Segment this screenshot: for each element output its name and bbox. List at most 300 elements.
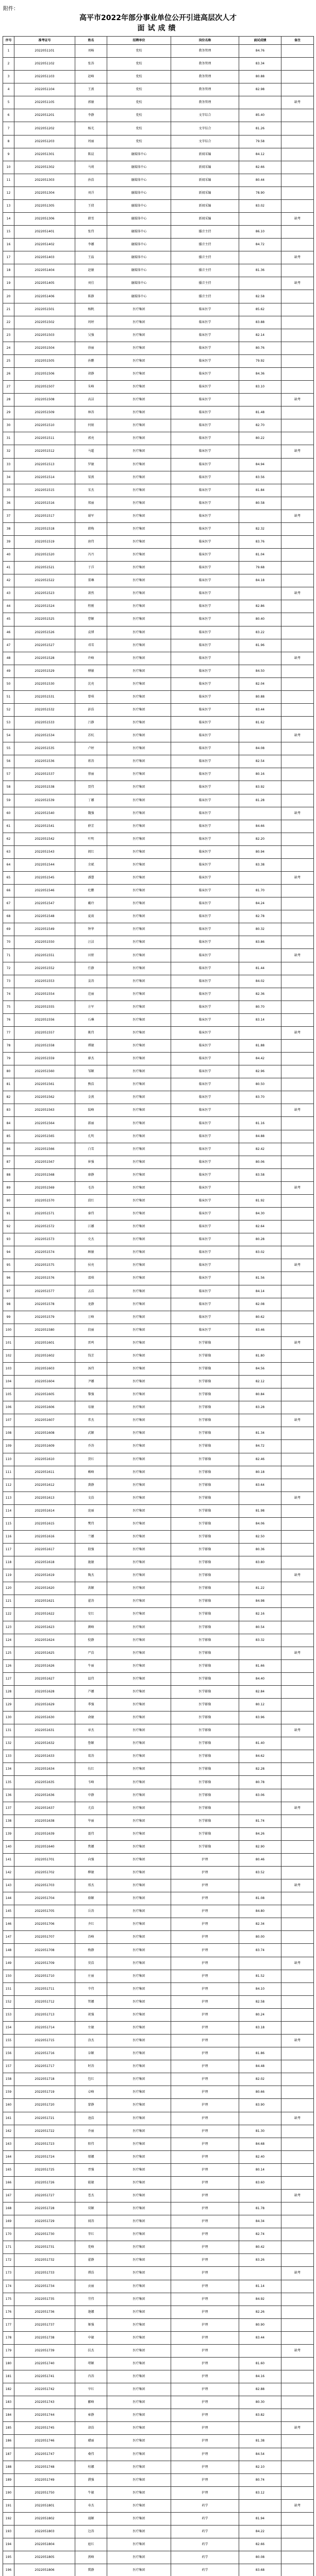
header-name: 姓名 (75, 37, 107, 45)
cell-index: 4 (3, 83, 14, 96)
cell-index: 37 (3, 510, 14, 522)
cell-position: 医学影像 (171, 1699, 239, 1711)
cell-name: 薛芳 (75, 820, 107, 833)
cell-name: 魏强 (75, 807, 107, 820)
cell-name: 谢军 (75, 510, 107, 522)
cell-position: 护理 (171, 1931, 239, 1944)
table-row (3, 1311, 314, 1324)
cell-index: 125 (3, 1647, 14, 1659)
table-row (3, 497, 314, 510)
cell-employer: 医疗集团 (107, 2396, 171, 2409)
table-row (3, 342, 314, 354)
table-row (3, 510, 314, 522)
cell-remark (281, 354, 314, 367)
cell-score: 84.50 (239, 665, 281, 677)
cell-name: 毛涛 (75, 1181, 107, 1194)
cell-position: 临床医学 (171, 381, 239, 394)
cell-name: 却浩 (75, 2422, 107, 2435)
cell-remark: 缺考 (281, 445, 314, 458)
cell-index: 194 (3, 2538, 14, 2551)
table-row (3, 988, 314, 1001)
cell-remark (281, 2176, 314, 2189)
cell-index: 61 (3, 820, 14, 833)
table-row (3, 1827, 314, 1840)
cell-employer: 医疗集团 (107, 988, 171, 1001)
cell-employer: 医疗集团 (107, 2383, 171, 2396)
cell-name: 管娜 (75, 1995, 107, 2008)
cell-index: 127 (3, 1672, 14, 1685)
cell-remark (281, 83, 314, 96)
cell-score: 84.06 (239, 1517, 281, 1530)
cell-ticket-number: 2022051301 (14, 148, 75, 161)
cell-score: 82.10 (239, 2461, 281, 2473)
cell-employer: 医疗集团 (107, 1208, 171, 1221)
table-row (3, 1957, 314, 1970)
cell-ticket-number: 2022051745 (14, 2422, 75, 2435)
cell-employer: 医疗集团 (107, 1466, 171, 1479)
cell-name: 万峰 (75, 1311, 107, 1324)
cell-employer: 医疗集团 (107, 2125, 171, 2138)
table-row (3, 432, 314, 445)
cell-remark (281, 148, 314, 161)
cell-remark (281, 535, 314, 548)
cell-name: 焦娜 (75, 1840, 107, 1853)
cell-name: 韦峰 (75, 1776, 107, 1789)
cell-score: 84.66 (239, 820, 281, 833)
cell-position: 临床医学 (171, 975, 239, 988)
cell-remark (281, 406, 314, 419)
cell-ticket-number: 2022051609 (14, 1440, 75, 1453)
cell-name: 颜峰 (75, 1621, 107, 1634)
cell-position: 临床医学 (171, 652, 239, 665)
cell-name: 蒙静 (75, 2099, 107, 2112)
cell-score: 86.10 (239, 226, 281, 239)
cell-score (239, 1879, 281, 1892)
cell-employer: 医疗集团 (107, 1840, 171, 1853)
cell-position: 药学 (171, 2538, 239, 2551)
cell-ticket-number: 2022051306 (14, 213, 75, 226)
cell-employer: 医疗集团 (107, 1647, 171, 1659)
cell-employer: 医疗集团 (107, 1130, 171, 1143)
cell-remark (281, 2280, 314, 2293)
cell-index: 160 (3, 2099, 14, 2112)
cell-ticket-number: 2022051506 (14, 367, 75, 380)
cell-ticket-number: 2022051712 (14, 1995, 75, 2008)
cell-position: 护理 (171, 2370, 239, 2383)
cell-score: 83.34 (239, 58, 281, 71)
cell-index: 104 (3, 1376, 14, 1388)
cell-position: 护理 (171, 1944, 239, 1957)
cell-position: 临床医学 (171, 562, 239, 574)
table-row (3, 807, 314, 820)
cell-position: 临床医学 (171, 962, 239, 975)
cell-name: 范丽 (75, 988, 107, 1001)
cell-name: 孙鹏 (75, 354, 107, 367)
cell-employer: 融媒体中心 (107, 226, 171, 239)
cell-remark (281, 910, 314, 923)
cell-score: 83.68 (239, 2564, 281, 2576)
table-row (3, 1995, 314, 2008)
cell-remark (281, 45, 314, 58)
cell-name: 龙静 (75, 1298, 107, 1311)
cell-remark (281, 1867, 314, 1879)
cell-name: 廖杰 (75, 1053, 107, 1065)
cell-score: 81.96 (239, 639, 281, 652)
cell-ticket-number: 2022051626 (14, 1659, 75, 1672)
cell-position: 护理 (171, 2293, 239, 2306)
cell-employer: 医疗集团 (107, 510, 171, 522)
cell-ticket-number: 2022051727 (14, 2189, 75, 2202)
cell-score: 84.24 (239, 897, 281, 910)
cell-remark: 缺考 (281, 2344, 314, 2357)
cell-position: 临床医学 (171, 1078, 239, 1091)
cell-ticket-number: 2022051202 (14, 122, 75, 135)
table-row (3, 1867, 314, 1879)
cell-employer: 医疗集团 (107, 833, 171, 845)
cell-score: 81.36 (239, 264, 281, 277)
cell-position: 药学 (171, 2526, 239, 2538)
table-row (3, 1970, 314, 1982)
cell-employer: 融媒体中心 (107, 251, 171, 264)
cell-position: 医学影像 (171, 1802, 239, 1815)
cell-position: 护理 (171, 2486, 239, 2499)
cell-remark: 缺考 (281, 730, 314, 742)
cell-index: 26 (3, 367, 14, 380)
cell-position: 护理 (171, 2060, 239, 2073)
cell-index: 78 (3, 1040, 14, 1053)
header-ticket-number: 准考证号 (14, 37, 75, 45)
cell-remark (281, 1168, 314, 1181)
cell-ticket-number: 2022051104 (14, 83, 75, 96)
cell-name: 刘畅 (75, 45, 107, 58)
cell-employer: 融媒体中心 (107, 174, 171, 187)
table-row (3, 2409, 314, 2422)
cell-index: 23 (3, 329, 14, 342)
cell-score: 82.66 (239, 161, 281, 174)
cell-index: 123 (3, 1621, 14, 1634)
cell-employer: 医疗集团 (107, 690, 171, 703)
cell-ticket-number: 2022051610 (14, 1453, 75, 1466)
cell-score (239, 1724, 281, 1737)
cell-index: 124 (3, 1634, 14, 1647)
cell-position: 新闻采编 (171, 161, 239, 174)
cell-score: 80.50 (239, 1078, 281, 1091)
cell-index: 163 (3, 2138, 14, 2150)
cell-name: 璩丽 (75, 2435, 107, 2448)
table-row (3, 1672, 314, 1685)
cell-remark (281, 1130, 314, 1143)
cell-position: 临床医学 (171, 549, 239, 562)
cell-index: 69 (3, 923, 14, 936)
cell-index: 42 (3, 574, 14, 587)
cell-position: 临床医学 (171, 1130, 239, 1143)
cell-index: 15 (3, 226, 14, 239)
cell-position: 临床医学 (171, 354, 239, 367)
cell-name: 汤伟 (75, 1362, 107, 1375)
table-row (3, 794, 314, 807)
cell-remark (281, 1711, 314, 1724)
cell-index: 109 (3, 1440, 14, 1453)
cell-score: 84.72 (239, 1440, 281, 1453)
cell-ticket-number: 2022051537 (14, 768, 75, 781)
cell-remark (281, 613, 314, 626)
cell-score: 81.86 (239, 2047, 281, 2060)
cell-name: 翟静 (75, 2254, 107, 2267)
cell-remark (281, 2448, 314, 2461)
cell-position: 医学影像 (171, 1479, 239, 1492)
cell-position: 护理 (171, 2163, 239, 2176)
cell-name: 江娜 (75, 1221, 107, 1233)
cell-name: 卓峰 (75, 2086, 107, 2099)
cell-ticket-number: 2022051401 (14, 226, 75, 239)
cell-remark (281, 1530, 314, 1543)
cell-name: 苍杰 (75, 2189, 107, 2202)
table-row (3, 1569, 314, 1582)
cell-ticket-number: 2022051567 (14, 1156, 75, 1168)
cell-score: 84.76 (239, 45, 281, 58)
table-row (3, 1789, 314, 1802)
cell-index: 134 (3, 1763, 14, 1776)
cell-name: 冉涛 (75, 2370, 107, 2383)
cell-position: 护理 (171, 1918, 239, 1931)
table-row (3, 742, 314, 755)
cell-index: 47 (3, 639, 14, 652)
cell-ticket-number: 2022051516 (14, 497, 75, 510)
cell-score: 84.02 (239, 975, 281, 988)
cell-position: 医学影像 (171, 1453, 239, 1466)
cell-remark (281, 239, 314, 251)
cell-ticket-number: 2022051640 (14, 1840, 75, 1853)
cell-index: 60 (3, 807, 14, 820)
cell-score: 80.36 (239, 1544, 281, 1556)
cell-employer: 融媒体中心 (107, 290, 171, 303)
cell-position: 临床医学 (171, 703, 239, 716)
cell-remark (281, 1931, 314, 1944)
cell-index: 187 (3, 2448, 14, 2461)
cell-employer: 医疗集团 (107, 1336, 171, 1349)
cell-score: 83.86 (239, 936, 281, 949)
cell-remark (281, 1556, 314, 1569)
cell-employer: 医疗集团 (107, 794, 171, 807)
cell-index: 50 (3, 677, 14, 690)
cell-index: 55 (3, 742, 14, 755)
table-row (3, 2306, 314, 2318)
cell-ticket-number: 2022051612 (14, 1479, 75, 1492)
table-row (3, 1724, 314, 1737)
cell-score: 83.76 (239, 535, 281, 548)
cell-name: 阳伟 (75, 2138, 107, 2150)
cell-employer: 医疗集团 (107, 1944, 171, 1957)
cell-remark (281, 1194, 314, 1207)
cell-employer: 医疗集团 (107, 2267, 171, 2280)
cell-ticket-number: 2022051518 (14, 522, 75, 535)
cell-employer: 医疗集团 (107, 936, 171, 949)
table-row (3, 1246, 314, 1259)
cell-ticket-number: 2022051714 (14, 2021, 75, 2034)
cell-index: 6 (3, 109, 14, 122)
table-row (3, 2512, 314, 2525)
cell-score (239, 652, 281, 665)
cell-index: 108 (3, 1427, 14, 1440)
cell-name: 濮强 (75, 2473, 107, 2486)
cell-employer: 医疗集团 (107, 717, 171, 730)
table-row (3, 2047, 314, 2060)
cell-index: 73 (3, 975, 14, 988)
cell-position: 医学影像 (171, 1595, 239, 1608)
cell-score (239, 949, 281, 962)
cell-name: 梁燕 (75, 471, 107, 484)
cell-index: 16 (3, 239, 14, 251)
table-row (3, 316, 314, 329)
cell-score (239, 2422, 281, 2435)
cell-remark (281, 71, 314, 83)
cell-name: 石琳 (75, 1013, 107, 1026)
cell-score: 79.68 (239, 562, 281, 574)
cell-ticket-number: 2022051636 (14, 1789, 75, 1802)
cell-remark (281, 2306, 314, 2318)
cell-index: 12 (3, 187, 14, 199)
cell-name: 温伟 (75, 1672, 107, 1685)
table-row (3, 1156, 314, 1168)
cell-score: 81.84 (239, 484, 281, 497)
cell-employer: 医疗集团 (107, 1401, 171, 1414)
cell-position: 护理 (171, 1879, 239, 1892)
cell-ticket-number: 2022051303 (14, 174, 75, 187)
cell-remark: 缺考 (281, 1724, 314, 1737)
cell-index: 113 (3, 1492, 14, 1504)
cell-ticket-number: 2022051637 (14, 1802, 75, 1815)
cell-employer: 医疗集团 (107, 1091, 171, 1104)
cell-name: 陶杰 (75, 1569, 107, 1582)
cell-position: 临床医学 (171, 1040, 239, 1053)
cell-remark (281, 1013, 314, 1026)
cell-remark (281, 2526, 314, 2538)
cell-ticket-number: 2022051627 (14, 1672, 75, 1685)
cell-employer: 医疗集团 (107, 2021, 171, 2034)
cell-employer: 医疗集团 (107, 2318, 171, 2331)
cell-position: 教务管理 (171, 71, 239, 83)
cell-name: 扶杰 (75, 2344, 107, 2357)
cell-name: 袁博 (75, 626, 107, 639)
cell-employer: 医疗集团 (107, 665, 171, 677)
cell-index: 106 (3, 1401, 14, 1414)
cell-name: 曹颖 (75, 613, 107, 626)
cell-ticket-number: 2022051620 (14, 1582, 75, 1595)
cell-position: 新闻采编 (171, 187, 239, 199)
cell-name: 牛敏 (75, 2486, 107, 2499)
cell-position: 临床医学 (171, 329, 239, 342)
cell-index: 17 (3, 251, 14, 264)
cell-remark (281, 2435, 314, 2448)
cell-remark (281, 845, 314, 858)
cell-employer: 医疗集团 (107, 2344, 171, 2357)
cell-ticket-number: 2022051573 (14, 1233, 75, 1246)
cell-ticket-number: 2022051805 (14, 2551, 75, 2564)
cell-ticket-number: 2022051523 (14, 587, 75, 600)
cell-name: 王燕 (75, 83, 107, 96)
cell-ticket-number: 2022051574 (14, 1246, 75, 1259)
cell-employer: 医疗集团 (107, 394, 171, 406)
cell-position: 文字综合 (171, 135, 239, 148)
cell-ticket-number: 2022051731 (14, 2241, 75, 2254)
table-row (3, 1091, 314, 1104)
cell-remark (281, 1221, 314, 1233)
cell-remark (281, 1595, 314, 1608)
cell-index: 157 (3, 2060, 14, 2073)
table-row (3, 2473, 314, 2486)
table-row (3, 484, 314, 497)
cell-index: 90 (3, 1194, 14, 1207)
cell-name: 丁娜 (75, 794, 107, 807)
cell-position: 临床医学 (171, 910, 239, 923)
cell-position: 临床医学 (171, 1285, 239, 1298)
cell-score (239, 1259, 281, 1272)
cell-ticket-number: 2022051703 (14, 1879, 75, 1892)
cell-employer: 医疗集团 (107, 781, 171, 794)
cell-index: 98 (3, 1298, 14, 1311)
cell-position: 临床医学 (171, 587, 239, 600)
table-row (3, 2267, 314, 2280)
cell-index: 49 (3, 665, 14, 677)
cell-name: 邱红 (75, 1194, 107, 1207)
cell-name: 熊浩 (75, 1078, 107, 1091)
cell-employer: 医疗集团 (107, 2176, 171, 2189)
table-row (3, 1931, 314, 1944)
cell-index: 25 (3, 354, 14, 367)
cell-position: 护理 (171, 2461, 239, 2473)
cell-index: 145 (3, 1905, 14, 1918)
table-row (3, 2202, 314, 2215)
cell-remark (281, 2473, 314, 2486)
cell-name: 陈静 (75, 290, 107, 303)
cell-employer: 医疗集团 (107, 2538, 171, 2551)
document-title: 高平市2022年部分事业单位公开引进高层次人才 (79, 14, 237, 22)
cell-remark (281, 497, 314, 510)
cell-ticket-number: 2022051735 (14, 2293, 75, 2306)
cell-index: 71 (3, 949, 14, 962)
cell-position: 护理 (171, 2331, 239, 2344)
cell-position: 护理 (171, 2189, 239, 2202)
cell-name: 邓雪 (75, 639, 107, 652)
cell-employer: 医疗集团 (107, 2448, 171, 2461)
cell-ticket-number: 2022051548 (14, 910, 75, 923)
table-row (3, 419, 314, 432)
cell-name: 侯亮 (75, 1259, 107, 1272)
cell-position: 临床医学 (171, 1001, 239, 1013)
cell-ticket-number: 2022051802 (14, 2512, 75, 2525)
cell-position: 护理 (171, 2241, 239, 2254)
cell-ticket-number: 2022051575 (14, 1259, 75, 1272)
cell-remark (281, 1789, 314, 1802)
cell-score (239, 587, 281, 600)
table-row (3, 639, 314, 652)
cell-index: 1 (3, 45, 14, 58)
cell-score: 82.86 (239, 600, 281, 613)
cell-position: 医学影像 (171, 1556, 239, 1569)
cell-ticket-number: 2022051406 (14, 290, 75, 303)
cell-position: 医学影像 (171, 1530, 239, 1543)
cell-ticket-number: 2022051404 (14, 264, 75, 277)
cell-index: 3 (3, 71, 14, 83)
cell-score: 81.14 (239, 2280, 281, 2293)
cell-score: 84.14 (239, 1285, 281, 1298)
cell-score: 81.78 (239, 2202, 281, 2215)
cell-score: 80.94 (239, 845, 281, 858)
cell-index: 185 (3, 2422, 14, 2435)
cell-employer: 融媒体中心 (107, 199, 171, 212)
table-row (3, 755, 314, 768)
cell-position: 护理 (171, 2422, 239, 2435)
